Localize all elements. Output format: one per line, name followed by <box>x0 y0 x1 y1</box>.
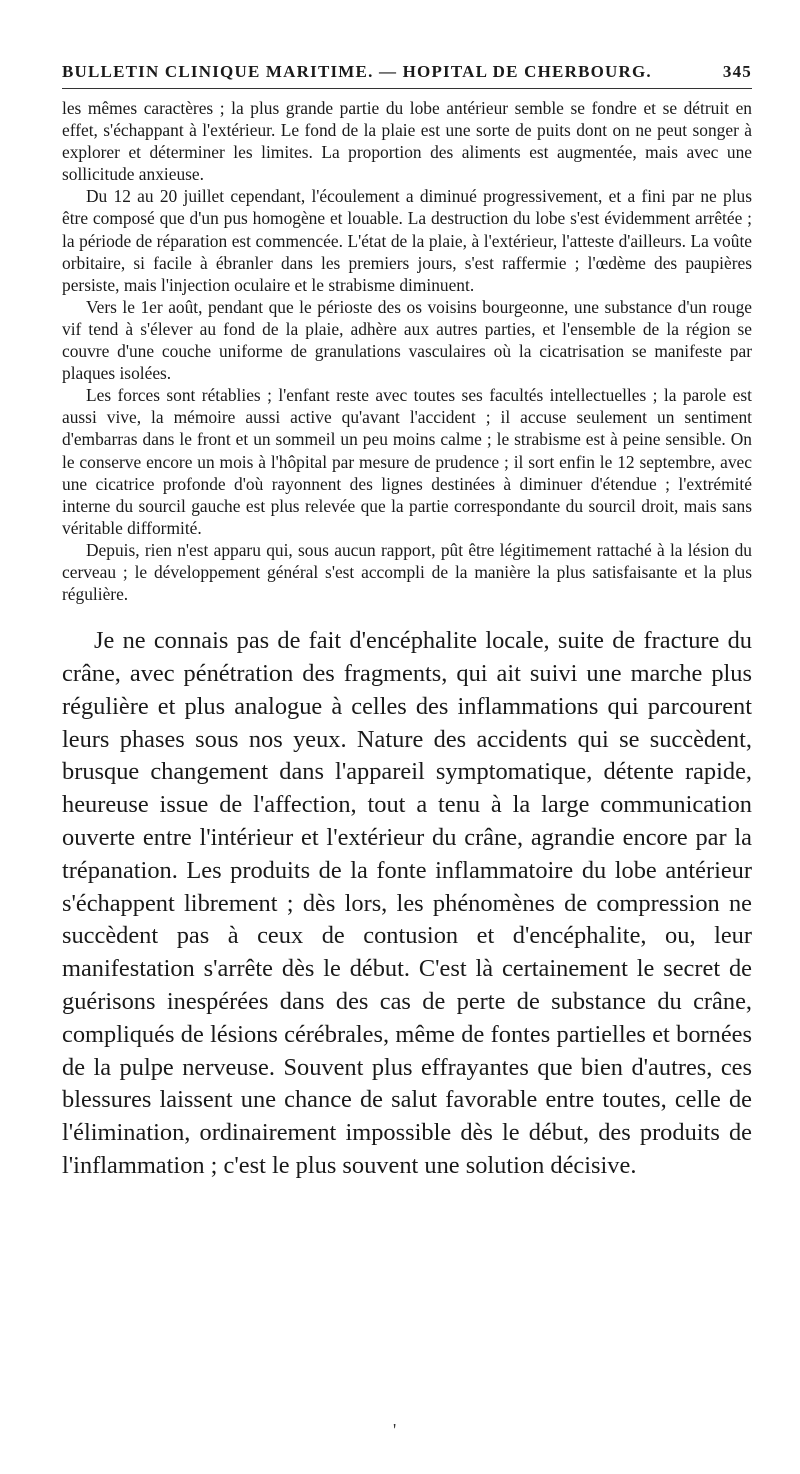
commentary-paragraph: Je ne connais pas de fait d'encéphalite locale, suite de fracture du crâne, avec pénétration des fragments, qui ait suivi une marche plus régulière et plus analogue à celles des inflammations qui parcourent leurs phases sous nos yeux. Nature des accidents qui se succèdent, brusque changement dans l'appareil symptomatique, détente rapide, heureuse issue de l'affection, tout a tenu à la large communication ouverte entre l'intérieur et l'extérieur du crâne, agrandie encore par la trépanation. Les produits de la fonte inflammatoire du lobe antérieur s'échappent librement ; dès lors, les phénomènes de compression ne succèdent pas à ceux de contusion et d'encéphalite, ou, leur manifestation s'arrête dès le début. C'est là certainement le secret de guérisons inespérées dans des cas de perte de substance du crâne, compliqués de lésions cérébrales, même de fontes partielles et bornées de la pulpe nerveuse. Souvent plus effrayantes que bien d'autres, ces blessures laissent une chance de salut favorable entre toutes, celle de l'élimination, ordinairement impossible dès le début, des produits de l'inflammation ; c'est le plus souvent une solution décisive. <box>62 627 752 1179</box>
printer-mark: ' <box>393 1420 397 1440</box>
paragraph: Vers le 1er août, pendant que le périoste des os voisins bourgeonne, une substance d'un rouge vif tend à s'élever au fond de la plaie, adhère aux autres parties, et l'ensemble de la région se couvre d'une couche uniforme de granulations vasculaires où la cicatrisation se manifeste par plaques isolées. <box>62 296 752 384</box>
paragraph: Depuis, rien n'est apparu qui, sous aucun rapport, pût être légitimement rattaché à la lésion du cerveau ; le développement général s'est accompli de la manière la plus satisfaisante et la plus régulière. <box>62 539 752 605</box>
header-title: BULLETIN CLINIQUE MARITIME. — HOPITAL DE CHERBOURG. <box>62 62 652 81</box>
running-header <box>62 62 752 89</box>
page-number: 345 <box>722 62 752 81</box>
paragraph: les mêmes caractères ; la plus grande partie du lobe antérieur semble se fondre et se détruit en effet, s'échappant à l'extérieur. Le fond de la plaie est une sorte de puits dont on ne peut songer à explorer et déterminer les limites. La proportion des aliments est augmentée, mais avec une sollicitude anxieuse. <box>62 98 752 185</box>
document-page <box>62 62 752 1183</box>
small-print-section <box>62 97 752 605</box>
large-print-section <box>62 625 752 1183</box>
paragraph: Les forces sont rétablies ; l'enfant reste avec toutes ses facultés intellectuelles ; la parole est aussi vive, la mémoire aussi active qu'avant l'accident ; il accuse seulement un sentiment d'embarras dans le front et un sommeil un peu moins calme ; le strabisme est à peine sensible. On le conserve encore un mois à l'hôpital par mesure de prudence ; il sort enfin le 12 septembre, avec une cicatrice profonde d'où rayonnent des lignes destinées à diminuer d'étendue ; l'extrémité interne du sourcil gauche est plus relevée que la partie correspondante du sourcil droit, mais sans véritable difformité. <box>62 385 752 538</box>
paragraph: Du 12 au 20 juillet cependant, l'écoulement a diminué progressivement, et a fini par ne plus être composé que d'un pus homogène et louable. La destruction du lobe s'est évidemment arrêtée ; la période de réparation est commencée. L'état de la plaie, à l'extérieur, l'atteste d'ailleurs. La voûte orbitaire, si facile à ébranler dans les premiers jours, s'est raffermie ; l'œdème des paupières persiste, mais l'injection oculaire et le strabisme diminuent. <box>62 186 752 295</box>
